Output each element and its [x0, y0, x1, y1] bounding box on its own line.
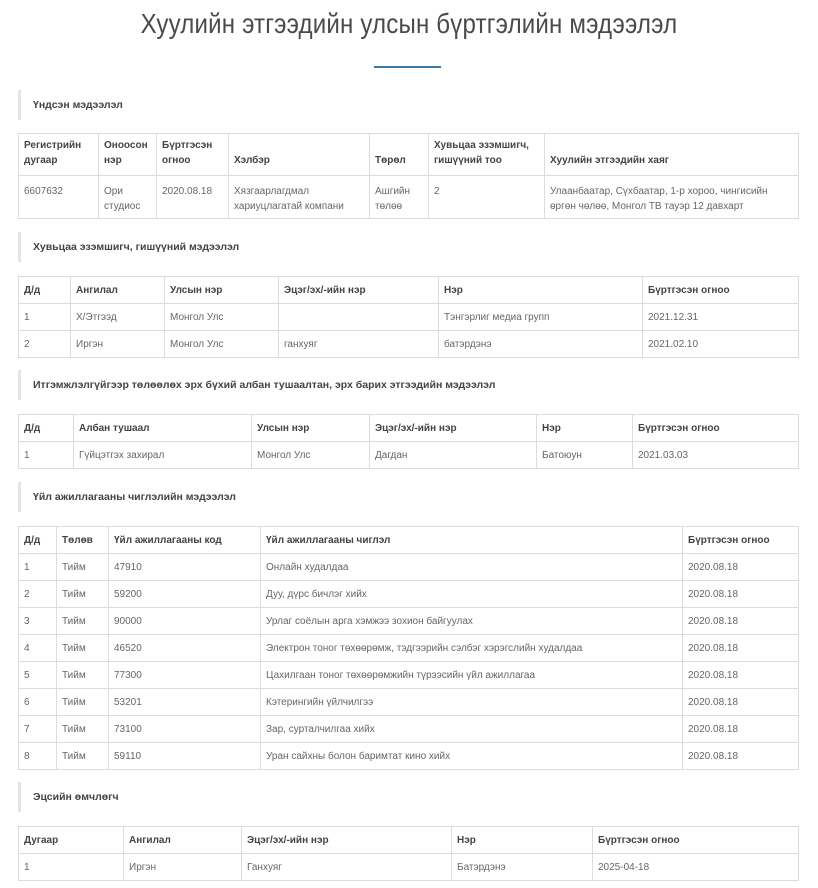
table-cell: 1: [19, 554, 57, 581]
section-title-beneficial-owner: Эцсийн өмчлөгч: [18, 782, 798, 812]
table-cell: Тийм: [57, 743, 109, 770]
table-cell: Монгол Улс: [165, 331, 279, 358]
column-header: Оноосон нэр: [99, 134, 157, 176]
column-header: Үйл ажиллагааны чиглэл: [261, 527, 683, 554]
table-cell: Дагдан: [370, 442, 537, 469]
column-header: Эцэг/эх/-ийн нэр: [370, 415, 537, 442]
table-cell: Уран сайхны болон баримтат кино хийх: [261, 743, 683, 770]
table-cell: Электрон тоног төхөөрөмж, тэдгээрийн сэлбэг хэрэгслийн худалдаа: [261, 635, 683, 662]
table-cell: 2021.03.03: [633, 442, 799, 469]
column-header: Хэлбэр: [229, 134, 370, 176]
column-header: Эцэг/эх/-ийн нэр: [279, 277, 439, 304]
column-header: Нэр: [537, 415, 633, 442]
table-cell: Тийм: [57, 581, 109, 608]
table-cell: Зар, сурталчилгаа хийх: [261, 716, 683, 743]
table-cell: 47910: [109, 554, 261, 581]
table-cell: [279, 304, 439, 331]
shareholder-count: 2: [429, 176, 545, 219]
table-row: [19, 716, 799, 743]
table-cell: Кэтерингийн үйлчилгээ: [261, 689, 683, 716]
table-cell: 46520: [109, 635, 261, 662]
column-header: Төрөл: [370, 134, 429, 176]
table-cell: Дуу, дүрс бичлэг хийх: [261, 581, 683, 608]
column-header: Бүртгэсэн огноо: [643, 277, 799, 304]
table-cell: 2020.08.18: [683, 608, 799, 635]
column-header: Улсын нэр: [252, 415, 370, 442]
registration-number: 6607632: [19, 176, 99, 219]
column-header: Дугаар: [19, 827, 124, 854]
table-cell: 77300: [109, 662, 261, 689]
officials-table: [18, 414, 799, 469]
table-cell: Гүйцэтгэх захирал: [74, 442, 252, 469]
table-cell: Монгол Улс: [252, 442, 370, 469]
table-cell: 2025-04-18: [593, 854, 799, 881]
table-cell: 2: [19, 581, 57, 608]
table-cell: Тийм: [57, 608, 109, 635]
table-cell: 8: [19, 743, 57, 770]
table-cell: Ганхуяг: [242, 854, 452, 881]
table-cell: Иргэн: [124, 854, 242, 881]
table-cell: 3: [19, 608, 57, 635]
column-header: Нэр: [452, 827, 593, 854]
table-cell: Тийм: [57, 554, 109, 581]
table-cell: 53201: [109, 689, 261, 716]
table-cell: Х/Этгээд: [71, 304, 165, 331]
table-cell: 1: [19, 854, 124, 881]
basic-info-table: [18, 133, 799, 219]
table-cell: Батоюун: [537, 442, 633, 469]
table-cell: 2020.08.18: [683, 716, 799, 743]
table-cell: 4: [19, 635, 57, 662]
activities-table: [18, 526, 799, 770]
table-cell: Тийм: [57, 662, 109, 689]
column-header: Төлөв: [57, 527, 109, 554]
table-cell: 2021.02.10: [643, 331, 799, 358]
column-header: Үйл ажиллагааны код: [109, 527, 261, 554]
table-cell: Онлайн худалдаа: [261, 554, 683, 581]
table-row: [19, 554, 799, 581]
column-header: Регистрийн дугаар: [19, 134, 99, 176]
table-cell: 2020.08.18: [683, 662, 799, 689]
table-cell: Цахилгаан тоног төхөөрөмжийн түрээсийн үйл ажиллагаа: [261, 662, 683, 689]
table-header-row: [19, 827, 799, 854]
column-header: Бүртгэсэн огноо: [683, 527, 799, 554]
section-title-activities: Үйл ажиллагааны чиглэлийн мэдээлэл: [18, 482, 798, 512]
column-header: Хуулийн этгээдийн хаяг: [545, 134, 799, 176]
table-row: [19, 581, 799, 608]
table-row: [19, 662, 799, 689]
table-cell: Тийм: [57, 689, 109, 716]
page-title: Хуулийн этгээдийн улсын бүртгэлийн мэдээлэл: [140, 8, 678, 39]
table-header-row: [19, 134, 799, 176]
table-header-row: [19, 415, 799, 442]
section-title-shareholders: Хувьцаа эзэмшигч, гишүүний мэдээлэл: [18, 232, 798, 262]
table-header-row: [19, 527, 799, 554]
entity-name: Ори студиос: [99, 176, 157, 219]
table-cell: ганхуяг: [279, 331, 439, 358]
table-cell: 2021.12.31: [643, 304, 799, 331]
column-header: Бүртгэсэн огноо: [593, 827, 799, 854]
table-cell: Урлаг соёлын арга хэмжээ зохион байгуулах: [261, 608, 683, 635]
registration-date: 2020.08.18: [157, 176, 229, 219]
table-cell: Монгол Улс: [165, 304, 279, 331]
table-cell: 1: [19, 442, 74, 469]
table-cell: 1: [19, 304, 71, 331]
shareholders-table: [18, 276, 799, 358]
table-cell: 2020.08.18: [683, 689, 799, 716]
table-row: [19, 743, 799, 770]
table-cell: Иргэн: [71, 331, 165, 358]
table-row: [19, 635, 799, 662]
column-header: Хувьцаа эзэмшигч, гишүүний тоо: [429, 134, 545, 176]
table-row: [19, 608, 799, 635]
title-divider: [374, 66, 441, 68]
table-cell: Тийм: [57, 635, 109, 662]
column-header: Д/д: [19, 277, 71, 304]
section-title-basic-info: Үндсэн мэдээлэл: [18, 90, 798, 120]
column-header: Эцэг/эх/-ийн нэр: [242, 827, 452, 854]
column-header: Бүртгэсэн огноо: [157, 134, 229, 176]
column-header: Бүртгэсэн огноо: [633, 415, 799, 442]
beneficial-owner-table: [18, 826, 799, 881]
table-cell: 59200: [109, 581, 261, 608]
entity-type: Ашгийн төлөө: [370, 176, 429, 219]
table-cell: 5: [19, 662, 57, 689]
column-header: Д/д: [19, 527, 57, 554]
table-cell: батэрдэнэ: [439, 331, 643, 358]
table-cell: Тийм: [57, 716, 109, 743]
table-cell: 90000: [109, 608, 261, 635]
table-cell: 59110: [109, 743, 261, 770]
table-cell: 2: [19, 331, 71, 358]
column-header: Ангилал: [124, 827, 242, 854]
entity-address: Улаанбаатар, Сүхбаатар, 1-р хороо, чингисийн өргөн чөлөө, Монгол ТВ тауэр 12 давхарт: [545, 176, 799, 219]
table-cell: 2020.08.18: [683, 635, 799, 662]
table-row: [19, 331, 799, 358]
entity-form: Хязгаарлагдмал хариуцлагатай компани: [229, 176, 370, 219]
column-header: Ангилал: [71, 277, 165, 304]
table-cell: Тэнгэрлиг медиа групп: [439, 304, 643, 331]
section-title-officials: Итгэмжлэлгүйгээр төлөөлөх эрх бүхий албан тушаалтан, эрх барих этгээдийн мэдээлэл: [18, 370, 798, 400]
table-cell: 7: [19, 716, 57, 743]
table-cell: 2020.08.18: [683, 554, 799, 581]
table-cell: Батэрдэнэ: [452, 854, 593, 881]
table-cell: 73100: [109, 716, 261, 743]
table-cell: 2020.08.18: [683, 743, 799, 770]
table-row: [19, 176, 799, 219]
table-row: [19, 304, 799, 331]
table-cell: 2020.08.18: [683, 581, 799, 608]
table-row: [19, 854, 799, 881]
table-header-row: [19, 277, 799, 304]
column-header: Нэр: [439, 277, 643, 304]
table-row: [19, 689, 799, 716]
table-row: [19, 442, 799, 469]
table-cell: 6: [19, 689, 57, 716]
column-header: Д/д: [19, 415, 74, 442]
column-header: Улсын нэр: [165, 277, 279, 304]
column-header: Албан тушаал: [74, 415, 252, 442]
